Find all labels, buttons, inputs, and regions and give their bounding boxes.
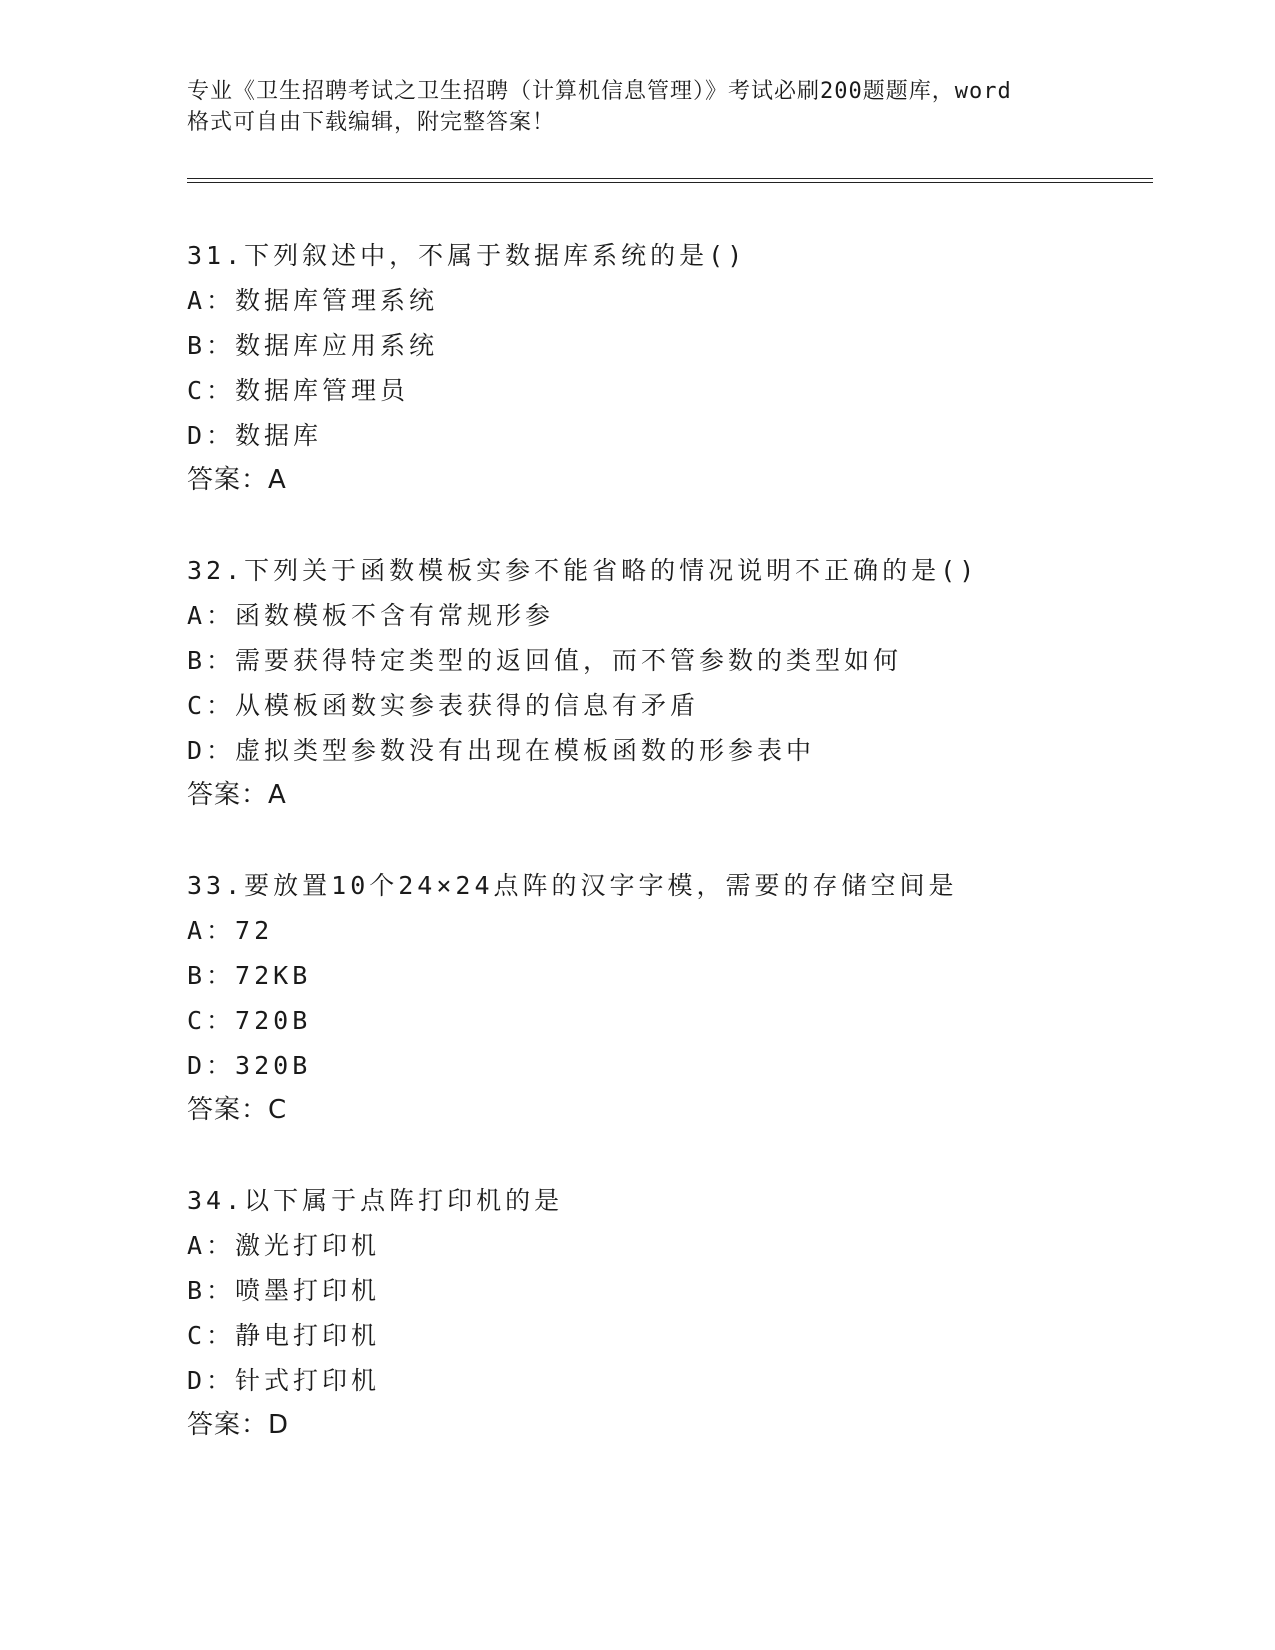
question-text: 34.以下属于点阵打印机的是 [187,1186,564,1215]
header-divider [187,178,1153,183]
option-a: A：数据库管理系统 [187,286,439,315]
option-c: C：720B [187,1006,312,1035]
question-text: 33.要放置10个24×24点阵的汉字字模，需要的存储空间是 [187,871,958,900]
option-a: A：72 [187,916,274,945]
question-32 [187,548,1187,818]
header-line-2: 格式可自由下载编辑，附完整答案！ [187,110,556,135]
option-b: B：喷墨打印机 [187,1276,381,1305]
answer: 答案：C [187,1095,288,1125]
option-c: C：从模板函数实参表获得的信息有矛盾 [187,691,700,720]
answer: 答案：A [187,465,287,495]
option-c: C：静电打印机 [187,1321,381,1350]
option-a: A：激光打印机 [187,1231,381,1260]
option-d: D：针式打印机 [187,1366,381,1395]
question-34 [187,1178,1187,1448]
option-a: A：函数模板不含有常规形参 [187,601,555,630]
question-31 [187,233,1187,503]
option-d: D：虚拟类型参数没有出现在模板函数的形参表中 [187,736,816,765]
document-header [187,76,1087,138]
option-b: B：需要获得特定类型的返回值，而不管参数的类型如何 [187,646,903,675]
option-d: D：数据库 [187,421,323,450]
header-line-1: 专业《卫生招聘考试之卫生招聘（计算机信息管理）》考试必刷200题题库，word [187,79,1012,104]
question-33 [187,863,1187,1133]
question-text: 31.下列叙述中，不属于数据库系统的是() [187,241,747,270]
option-c: C：数据库管理员 [187,376,410,405]
answer: 答案：D [187,1410,290,1440]
question-text: 32.下列关于函数模板实参不能省略的情况说明不正确的是() [187,556,979,585]
option-b: B：数据库应用系统 [187,331,439,360]
option-b: B：72KB [187,961,312,990]
option-d: D：320B [187,1051,312,1080]
answer: 答案：A [187,780,287,810]
